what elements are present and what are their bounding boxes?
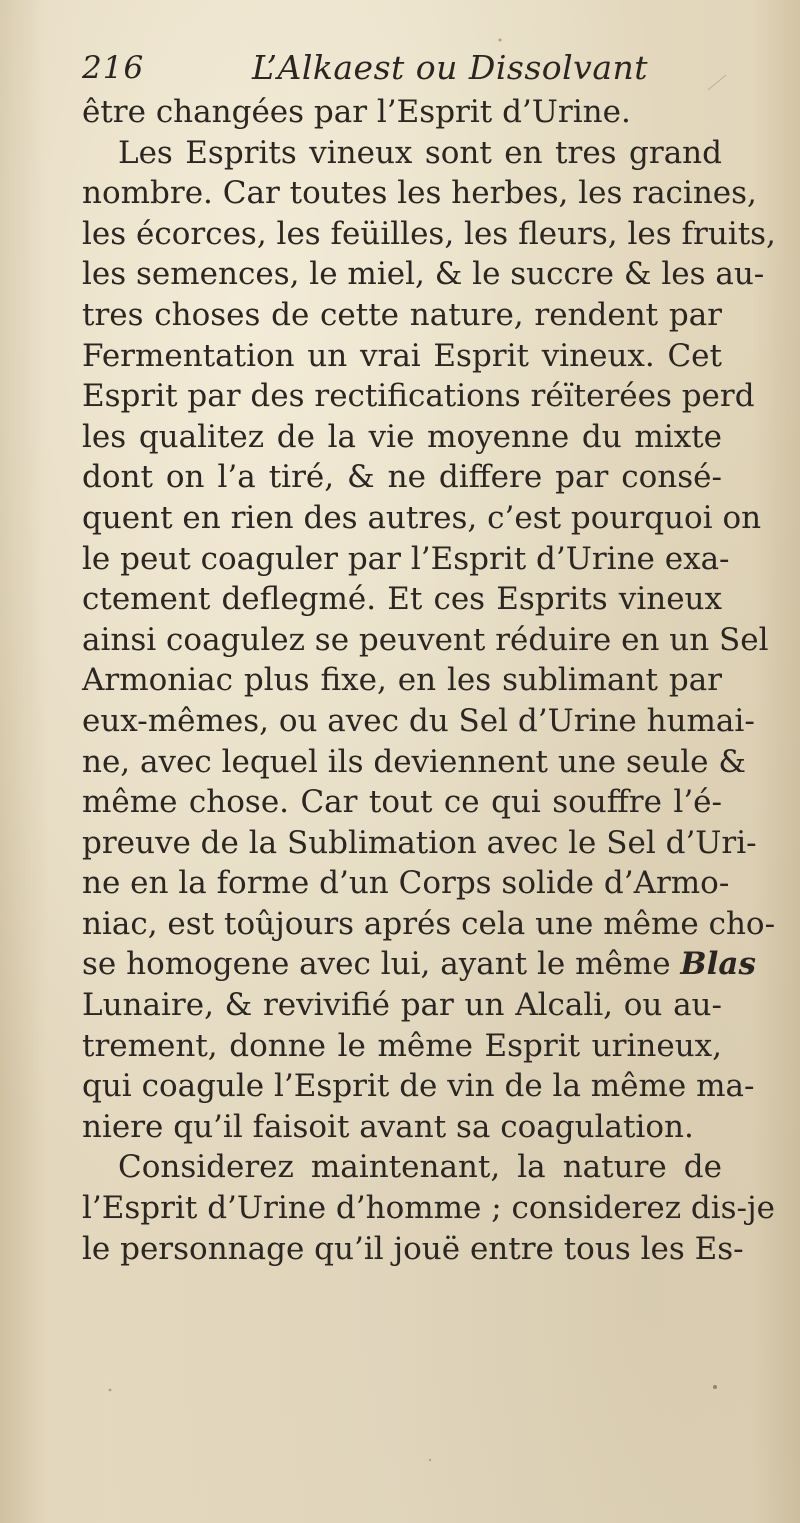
text-line-content: Lunaire, & revivifié par un Alcali, ou au- <box>82 987 722 1024</box>
text-line <box>82 1188 775 1229</box>
text-line <box>82 336 722 377</box>
text-line-content: niere qu’il faisoit avant sa coagulation. <box>82 1108 694 1145</box>
text-line <box>82 295 722 336</box>
text-line-content: se homogene avec lui, ayant le même <box>82 946 681 983</box>
text-line-content: Armoniac plus fixe, en les sublimant par <box>82 662 722 699</box>
text-line <box>82 579 722 620</box>
text-line-content: Fermentation un vrai Esprit vineux. Cet <box>82 337 722 374</box>
text-line <box>82 823 757 864</box>
text-line <box>82 133 722 174</box>
text-line-content: ctement deflegmé. Et ces Esprits vineux <box>82 581 722 618</box>
text-line-content: nombre. Car toutes les herbes, les racines, <box>82 175 757 212</box>
text-line-content: Considerez maintenant, la nature de <box>118 1149 722 1186</box>
text-line <box>82 214 776 255</box>
text-line <box>82 498 762 539</box>
text-line-content: même chose. Car tout ce qui souffre l’é- <box>82 784 722 821</box>
text-line-content: preuve de la Sublimation avec le Sel d’Uri- <box>82 824 757 861</box>
text-line-content: Esprit par des rectifications réïterées perd <box>82 378 755 415</box>
text-line <box>82 620 769 661</box>
text-line <box>82 1229 744 1270</box>
page-header <box>82 42 722 92</box>
text-line-content: eux-mêmes, ou avec du Sel d’Urine humai- <box>82 702 755 739</box>
text-line <box>82 944 756 985</box>
text-line <box>82 904 776 945</box>
text-line-content: l’Esprit d’Urine d’homme ; considerez dis-je <box>82 1190 775 1227</box>
text-line <box>82 863 730 904</box>
text-line <box>82 782 722 823</box>
text-line-content: tres choses de cette nature, rendent par <box>82 296 722 333</box>
text-line-content: qui coagule l’Esprit de vin de la même ma- <box>82 1068 755 1105</box>
text-line <box>82 539 730 580</box>
text-line-content: Les Esprits vineux sont en tres grand <box>118 134 722 171</box>
running-title: L’Alkaest ou Dissolvant <box>252 48 649 87</box>
body-text <box>82 92 776 1269</box>
text-line <box>82 701 755 742</box>
text-line-content: trement, donne le même Esprit urineux, <box>82 1027 722 1064</box>
text-line-content: dont on l’a tiré, & ne differe par consé- <box>82 459 722 496</box>
text-line <box>82 457 722 498</box>
text-line <box>82 173 757 214</box>
text-line-content: les semences, le miel, & le succre & les au- <box>82 256 765 293</box>
text-line <box>82 376 755 417</box>
text-line-content: être changées par l’Esprit d’Urine. <box>82 94 631 130</box>
text-line-content: ne en la forme d’un Corps solide d’Armo- <box>82 865 730 902</box>
text-line <box>82 742 746 783</box>
text-line-content: les qualitez de la vie moyenne du mixte <box>82 418 722 455</box>
text-line <box>82 1147 722 1188</box>
text-line <box>82 254 765 295</box>
text-line-content: le personnage qu’il jouë entre tous les Es- <box>82 1230 744 1267</box>
text-line <box>82 660 722 701</box>
text-line <box>82 417 722 458</box>
text-line <box>82 1066 755 1107</box>
text-line <box>82 1107 722 1148</box>
text-line <box>82 985 722 1026</box>
text-line-content: les écorces, les feüilles, les fleurs, les fruits, <box>82 215 776 252</box>
text-line <box>82 92 722 133</box>
text-line <box>82 1026 722 1067</box>
italic-word: Blas <box>680 946 756 983</box>
text-line-content: quent en rien des autres, c’est pourquoi on <box>82 499 762 536</box>
text-line-content: ne, avec lequel ils deviennent une seule & <box>82 743 746 780</box>
page-number: 216 <box>82 50 145 86</box>
text-line-content: le peut coaguler par l’Esprit d’Urine exa- <box>82 540 730 577</box>
text-line-content: niac, est toûjours aprés cela une même cho- <box>82 905 776 942</box>
text-line-content: ainsi coagulez se peuvent réduire en un Sel <box>82 621 769 658</box>
